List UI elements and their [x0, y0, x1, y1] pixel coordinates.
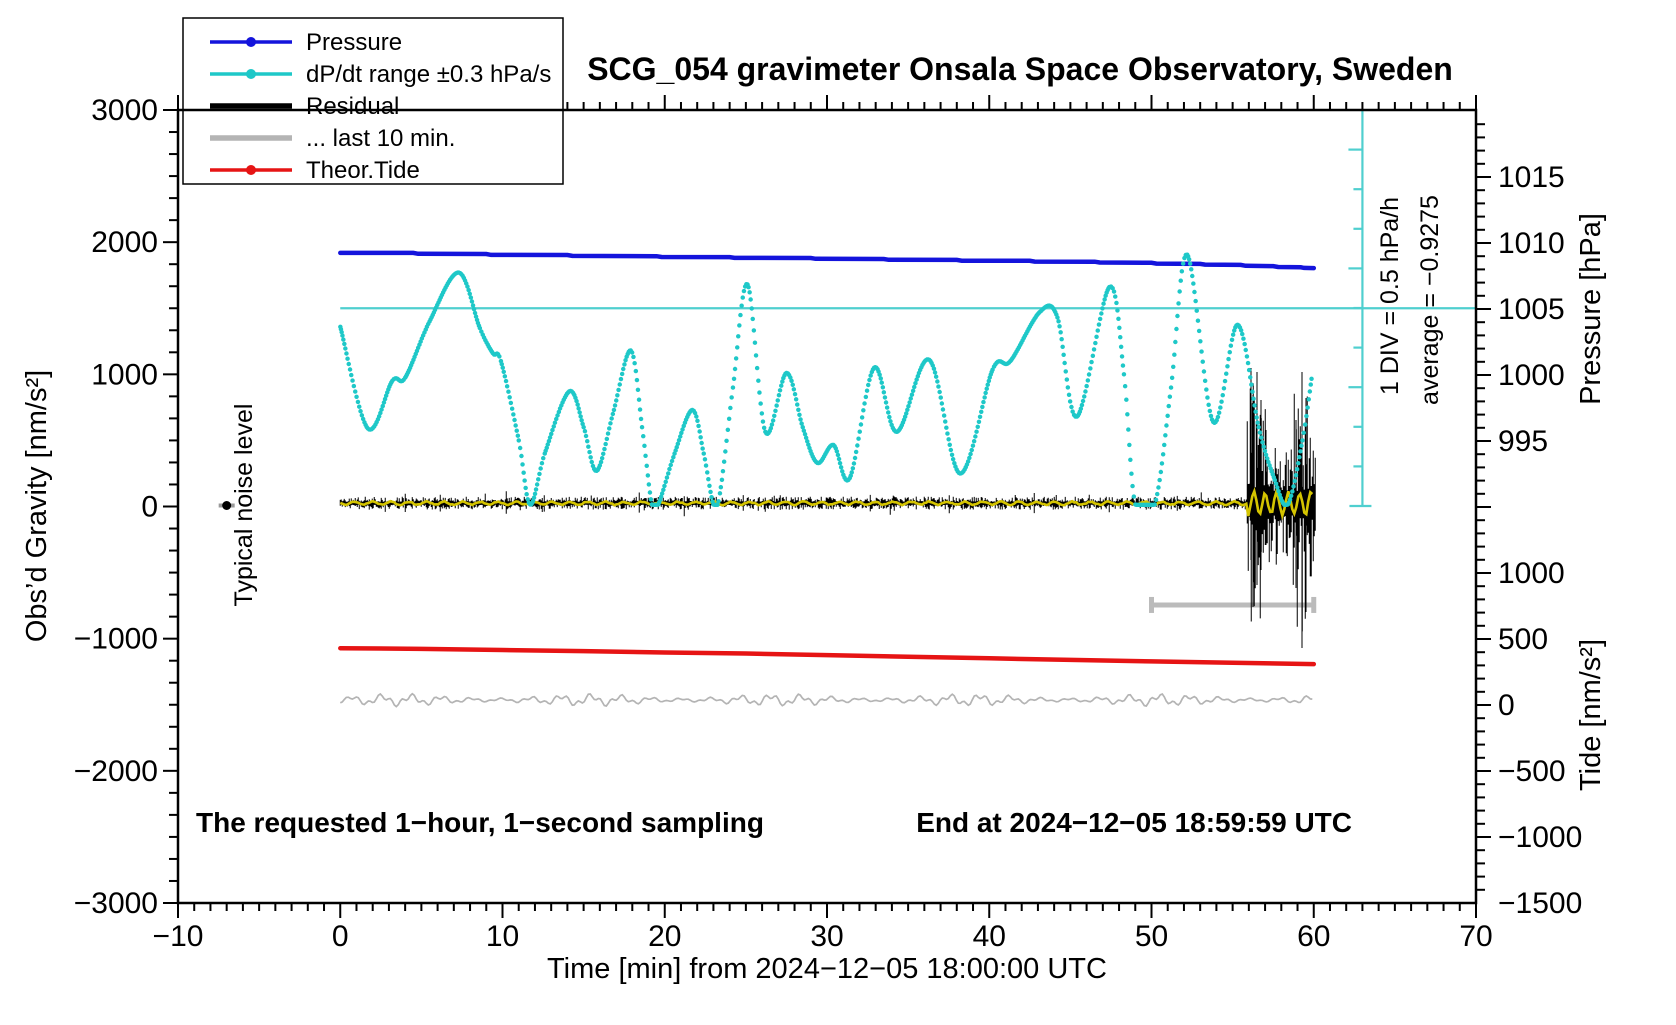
pressure-line [340, 253, 1314, 268]
typical-noise-level-label: Typical noise level [230, 403, 258, 607]
div-scale-label: 1 DIV = 0.5 hPa/h [1376, 196, 1404, 396]
dpdt-curve [340, 255, 1311, 505]
sampling-note: The requested 1−hour, 1−second sampling [196, 807, 764, 838]
chart-title: SCG_054 gravimeter Onsala Space Observatory, Sweden [587, 51, 1453, 87]
x-tick-label: −10 [152, 920, 204, 953]
gravity-tick-label: −2000 [73, 754, 158, 788]
legend-label-theor-tide: Theor.Tide [306, 157, 420, 184]
gravity-tick-label: 0 [141, 490, 158, 524]
legend-label-last-10-min: ... last 10 min. [306, 125, 456, 152]
legend-dot-theor-tide [246, 165, 256, 175]
legend-label-pressure: Pressure [306, 29, 403, 56]
gravity-tick-label: −3000 [73, 887, 158, 921]
pressure-tick-label: 1010 [1498, 227, 1565, 260]
x-axis-title: Time [min] from 2024−12−05 18:00:00 UTC [547, 953, 1107, 985]
tide-tick-label: −1500 [1498, 887, 1583, 920]
pressure-axis-title: Pressure [hPa] [1575, 213, 1607, 405]
tide-axis-title: Tide [nm/s²] [1575, 638, 1607, 792]
x-tick-label: 20 [648, 920, 682, 953]
theor-tide-line [340, 648, 1314, 664]
data-series-layer [219, 110, 1476, 707]
gravity-tick-label: 3000 [91, 94, 158, 127]
x-tick-label: 50 [1134, 920, 1169, 953]
tide-tick-label: 1000 [1498, 557, 1565, 590]
legend-dot-pressure [246, 37, 256, 47]
last10min-trace [340, 694, 1312, 707]
x-tick-label: 40 [972, 920, 1006, 953]
legend-label-dpdt-range: dP/dt range ±0.3 hPa/s [306, 61, 552, 88]
legend-label-residual: Residual [306, 93, 400, 120]
tide-tick-label: 500 [1498, 623, 1549, 656]
end-time-note: End at 2024−12−05 18:59:59 UTC [916, 807, 1352, 838]
legend-box-layer [183, 18, 563, 184]
x-tick-label: 0 [331, 920, 349, 953]
average-dpdt-label: average = −0.9275 [1416, 195, 1444, 405]
residual-smoothed-trace [340, 491, 1312, 516]
gravity-tick-label: 2000 [91, 226, 158, 260]
x-tick-label: 70 [1459, 920, 1493, 953]
x-tick-label: 30 [810, 920, 844, 953]
tide-tick-label: 0 [1498, 689, 1515, 722]
pressure-tick-label: 1000 [1498, 359, 1565, 392]
x-tick-label: 60 [1297, 920, 1331, 953]
pressure-tick-label: 995 [1498, 425, 1549, 458]
legend-dot-dpdt-range [246, 69, 256, 79]
tide-tick-label: −1000 [1498, 821, 1583, 854]
x-tick-label: 10 [485, 920, 520, 953]
tide-tick-label: −500 [1498, 755, 1566, 788]
left-axis-title: Obs’d Gravity [nm/s²] [21, 369, 53, 643]
pressure-tick-label: 1005 [1498, 293, 1565, 326]
gravity-tick-label: −1000 [73, 622, 158, 656]
gravity-tick-label: 1000 [91, 358, 158, 392]
pressure-tick-label: 1015 [1498, 161, 1565, 194]
